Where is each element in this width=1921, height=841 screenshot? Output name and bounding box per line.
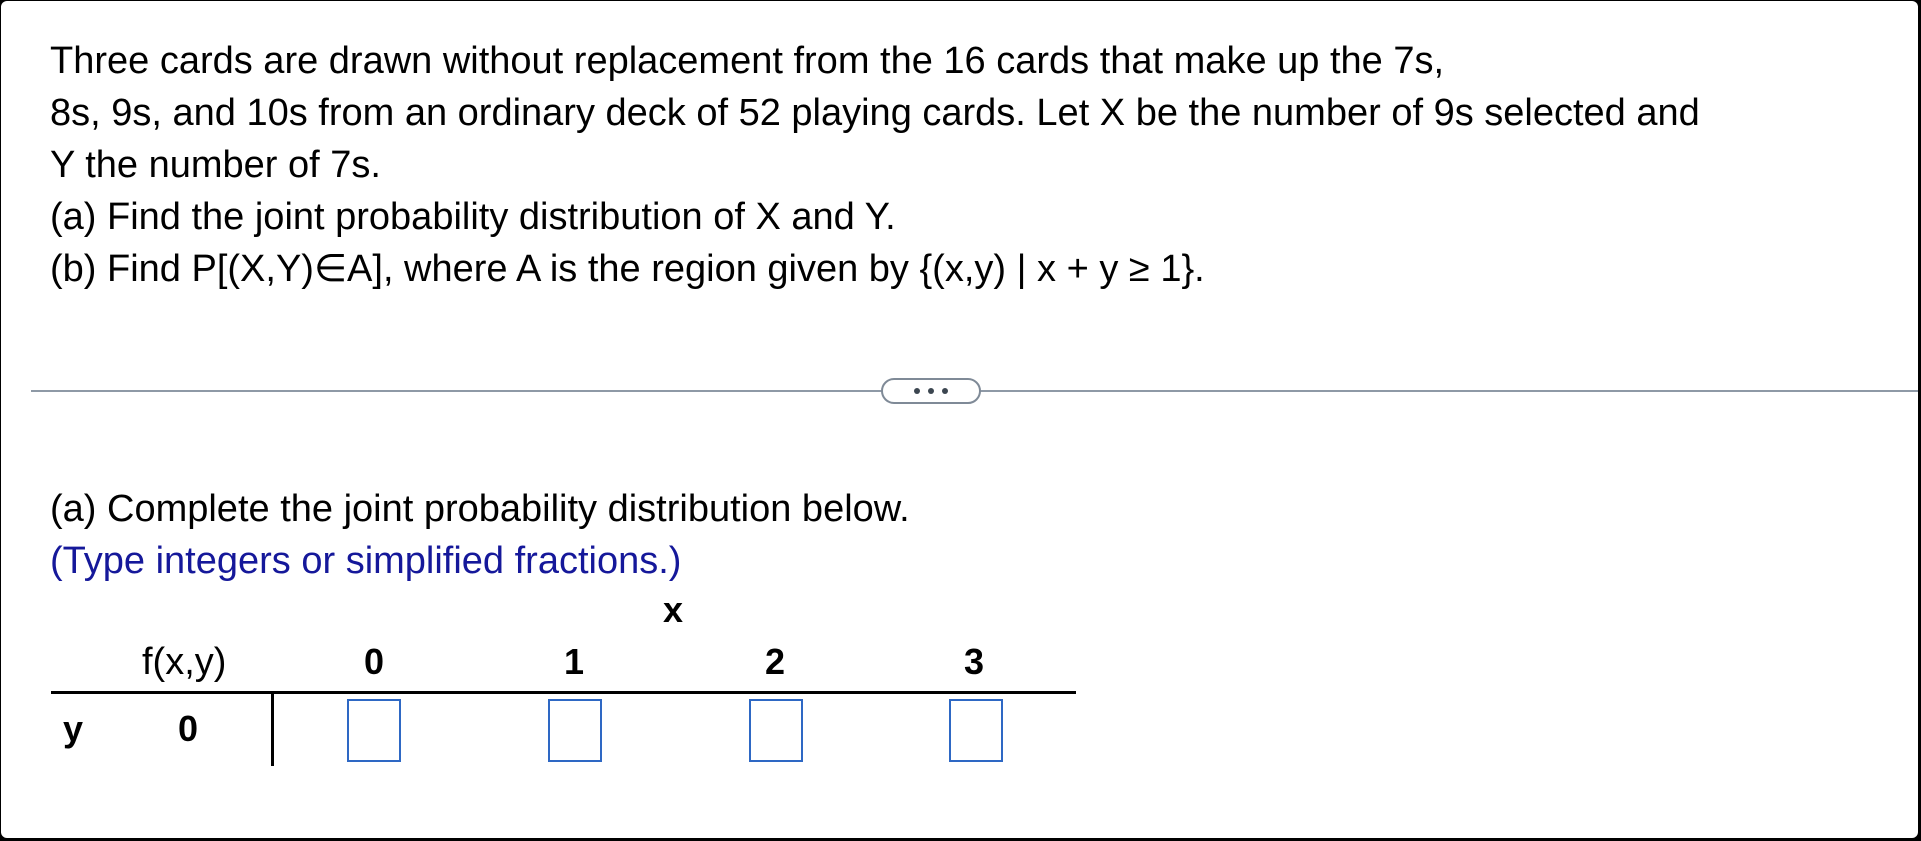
- question-panel: [1, 1, 1918, 838]
- answer-instructions: [50, 483, 910, 587]
- cell-input-y0-x3[interactable]: [949, 699, 1003, 762]
- column-header-x0: 0: [364, 641, 385, 682]
- answer-heading: (a) Complete the joint probability distribution below.: [50, 488, 910, 530]
- row-header-y0: 0: [178, 708, 199, 749]
- cell-input-y0-x0[interactable]: [347, 699, 401, 762]
- ellipsis-icon: [914, 388, 920, 394]
- column-header-x2: 2: [765, 641, 786, 682]
- ellipsis-icon: [942, 388, 948, 394]
- problem-statement: [50, 35, 1910, 295]
- problem-part-b: (b) Find P[(X,Y)∈A], where A is the region given by {(x,y) | x + y ≥ 1}.: [50, 248, 1205, 290]
- x-axis-label: x: [663, 589, 684, 630]
- answer-hint: (Type integers or simplified fractions.): [50, 540, 682, 582]
- cell-input-y0-x1[interactable]: [548, 699, 602, 762]
- problem-line-3: Y the number of 7s.: [50, 144, 381, 186]
- column-header-x1: 1: [564, 641, 585, 682]
- problem-part-a: (a) Find the joint probability distribution of X and Y.: [50, 196, 896, 238]
- column-header-x3: 3: [964, 641, 985, 682]
- problem-line-1: Three cards are drawn without replacement from the 16 cards that make up the 7s,: [50, 40, 1445, 82]
- table-row-separator: [271, 693, 274, 766]
- table-header-rule: [51, 691, 1076, 694]
- expand-button[interactable]: [881, 378, 981, 404]
- y-axis-label: y: [63, 708, 84, 749]
- ellipsis-icon: [928, 388, 934, 394]
- cell-input-y0-x2[interactable]: [749, 699, 803, 762]
- fxy-header: f(x,y): [142, 641, 227, 683]
- problem-line-2: 8s, 9s, and 10s from an ordinary deck of 52 playing cards. Let X be the number of 9s selected and: [50, 92, 1700, 134]
